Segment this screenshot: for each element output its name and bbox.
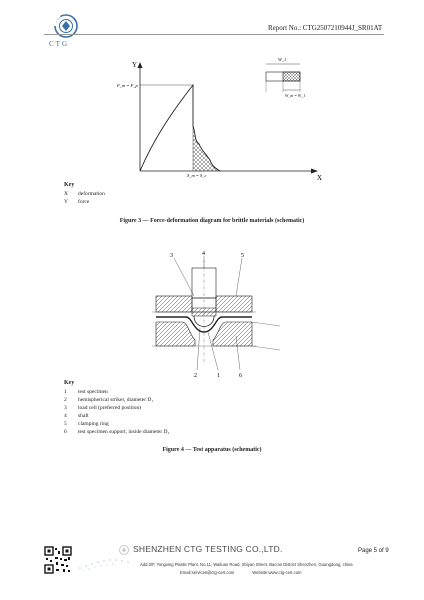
report-number: Report No.: CTG2507210944J_SR01AT [268, 24, 383, 32]
page-number: Page 5 of 9 [358, 548, 389, 554]
company-contacts [180, 570, 320, 575]
fm-label: F_m = F_p [117, 83, 138, 88]
company-website: Website:www.ctg-cert.com [252, 570, 302, 575]
key4-row: 5 clamping ring [64, 421, 109, 427]
qr-code-icon [44, 546, 72, 574]
label-4: 4 [202, 251, 205, 257]
label-1: 1 [217, 373, 220, 378]
label-5: 5 [241, 253, 244, 259]
key3-row: Y force [64, 199, 90, 205]
header-divider [44, 34, 384, 35]
w2-label: W_m = W_1 [285, 93, 306, 98]
key3-row: X deformation [64, 191, 105, 197]
key4-row: 2 hemispherical striker, diameter D₁ [64, 397, 154, 403]
logo-text: CTG [49, 40, 69, 48]
label-6: 6 [239, 373, 242, 378]
company-email: Email:services@ctg-cert.com [180, 570, 235, 575]
key4-row: 6 test specimen support, inside diameter D₂ [64, 429, 170, 435]
w1-label: W_1 [278, 57, 287, 62]
x-axis-label: X [317, 174, 323, 181]
key4-row: 3 load cell (preferred position) [64, 405, 142, 411]
sm-label: S_m = S_c [187, 173, 207, 178]
specimen-width-schematic [256, 54, 326, 99]
figure4-caption: Figure 4 — Test apparatus (schematic) [162, 447, 262, 453]
test-apparatus-diagram [140, 250, 290, 378]
key3-title: Key [64, 182, 75, 188]
label-3: 3 [170, 253, 173, 259]
company-address: Add:3/F, Yongxing Plastic Plant, No.11, Wailuan Road, Shiyan Street, Bao'an District Shenzhen, Guangdong, china [140, 562, 353, 567]
key4-title: Key [64, 380, 75, 386]
decorative-dots-icon [76, 552, 146, 572]
figure3-caption: Figure 3 — Force-deformation diagram for brittle materials (schematic) [119, 218, 305, 224]
key4-row: 4 shaft [64, 413, 89, 419]
company-name: SHENZHEN CTG TESTING CO.,LTD. [133, 544, 283, 554]
y-axis-label: Y [132, 61, 138, 69]
key4-row: 1 test specimen [64, 389, 108, 395]
label-2: 2 [194, 373, 197, 378]
brand-mark-icon [118, 544, 130, 556]
